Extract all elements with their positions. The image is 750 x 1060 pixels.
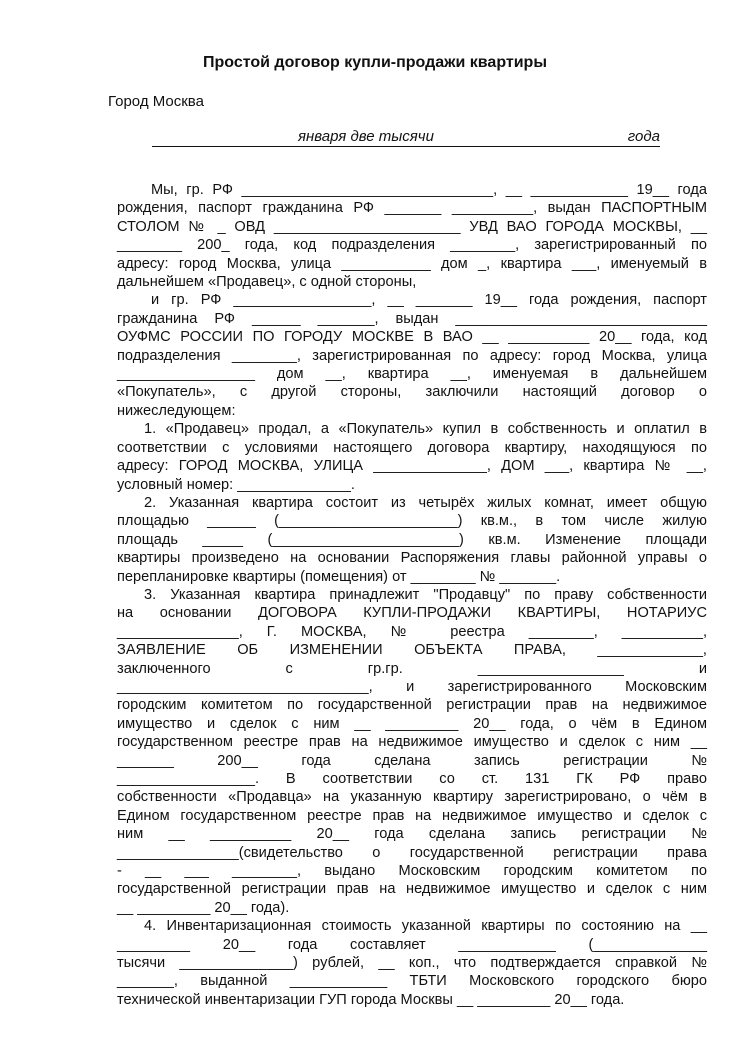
paragraph-line: квартиры произведено на основании Распоряжения главы районной управы о [117, 550, 707, 567]
paragraph-line: ОУФМС РОССИИ ПО ГОРОДУ МОСКВЕ В ВАО __ __________ 20__ года, код [117, 329, 707, 346]
paragraph-line: _______________, Г. МОСКВА, № реестра ________, __________, [117, 623, 707, 640]
paragraph-line: Мы, гр. РФ _______________________________, __ ____________ 19__ года [151, 182, 707, 198]
paragraph-line: гражданина РФ ______ _______, выдан _______________________________ [117, 310, 707, 327]
paragraph-line: _________ 20__ года составляет ____________ (______________ [117, 936, 707, 953]
paragraph-line: государственной регистрации прав на недвижимое имущество и сделок с ним [117, 881, 707, 898]
paragraph-line: - __ ___ ________, выдано Московским городским комитетом по [117, 863, 707, 880]
paragraph-line: имущество и сделок с ним __ _________ 20__ года, о чём в Едином [117, 715, 707, 732]
paragraph-line: на основании ДОГОВОРА КУПЛИ-ПРОДАЖИ КВАРТИРЫ, НОТАРИУС [117, 605, 707, 622]
paragraph-line: площадью ______ (______________________) кв.м., в том числе жилую [117, 513, 707, 530]
paragraph-line: 4. Инвентаризационная стоимость указанной квартиры по состоянию на __ [144, 918, 707, 935]
paragraph-line: ________ 200_ года, код подразделения ________, зарегистрированный по [117, 237, 707, 254]
paragraph-line: тысячи ______________) рублей, __ коп., что подтверждается справкой № [117, 955, 707, 972]
paragraph-line: собственности «Продавца» на указанную квартиру зарегистрировано, о чём в [117, 789, 707, 806]
paragraph-line: дальнейшем «Продавец», с одной стороны, [117, 274, 417, 291]
date-line-month: января две тысячи [298, 128, 434, 145]
paragraph-line: нижеследующем: [117, 402, 236, 419]
paragraph-line: _________________ дом __, квартира __, именуемая в дальнейшем [117, 366, 707, 383]
paragraph-line: технической инвентаризации ГУП города Москвы __ _________ 20__ года. [117, 991, 625, 1008]
contract-paragraph [117, 181, 707, 291]
date-line [152, 128, 660, 147]
paragraph-line: 1. «Продавец» продал, а «Покупатель» купил в собственность и оплатил в [144, 421, 707, 438]
paragraph-line: рождения, паспорт гражданина РФ _______ __________, выдан ПАСПОРТНЫМ [117, 200, 707, 217]
contract-paragraph [117, 917, 707, 1009]
paragraph-line: адресу: город Москва, улица ___________ дом _, квартира ___, именуемый в [117, 255, 707, 272]
paragraph-line: _______, выданной ____________ ТБТИ Московского городского бюро [117, 973, 707, 990]
contract-paragraph [117, 420, 707, 494]
paragraph-line: соответствии с условиями настоящего договора квартиру, находящуюся по [117, 439, 707, 456]
paragraph-line: и гр. РФ _________________, __ _______ 19__ года рождения, паспорт [151, 292, 707, 309]
paragraph-line: условный номер: ______________. [117, 476, 355, 493]
paragraph-line: _______ 200__ года сделана запись регистрации № [117, 752, 707, 769]
paragraph-line: _______________(свидетельство о государственной регистрации права [117, 844, 707, 861]
paragraph-line: Едином государственном реестре прав на недвижимое имущество и сделок с [117, 807, 707, 824]
contract-paragraph [117, 291, 707, 420]
paragraph-line: городским комитетом по государственной регистрации прав на недвижимое [117, 697, 707, 714]
paragraph-line: 2. Указанная квартира состоит из четырёх жилых комнат, имеет общую [144, 494, 707, 511]
date-line-year: года [627, 128, 660, 145]
city-label: Город Москва [108, 93, 204, 110]
paragraph-line: СТОЛОМ № _ ОВД _______________________ УВД ВАО ГОРОДА МОСКВЫ, __ [117, 218, 707, 235]
paragraph-line: «Покупатель», с другой стороны, заключили настоящий договор о [117, 384, 707, 401]
paragraph-line: государственном реестре прав на недвижимое имущество и сделок с ним __ [117, 734, 707, 751]
contract-paragraph [117, 494, 707, 586]
paragraph-line: адресу: ГОРОД МОСКВА, УЛИЦА ______________, ДОМ ___, квартира № __, [117, 458, 707, 475]
paragraph-line: _______________________________, и зарегистрированного Московским [117, 678, 707, 695]
paragraph-line: __ _________ 20__ года). [117, 899, 290, 916]
paragraph-line: 3. Указанная квартира принадлежит "Продавцу" по праву собственности [144, 586, 707, 603]
paragraph-line: ЗАЯВЛЕНИЕ ОБ ИЗМЕНЕНИИ ОБЪЕКТА ПРАВА, _____________, [117, 642, 707, 659]
paragraph-line: площадь _____ (_______________________) кв.м. Изменение площади [117, 531, 707, 548]
paragraph-line: перепланировке квартиры (помещения) от ________ № _______. [117, 568, 561, 585]
paragraph-line: ним __ __________ 20__ года сделана запись регистрации № [117, 826, 707, 843]
paragraph-line: заключенного с гр.гр. __________________ и [117, 660, 707, 677]
document-title: Простой договор купли-продажи квартиры [203, 54, 547, 71]
paragraph-line: подразделения ________, зарегистрированная по адресу: город Москва, улица [117, 347, 707, 364]
contract-paragraph [117, 586, 707, 917]
paragraph-line: _________________. В соответствии со ст. 131 ГК РФ право [117, 771, 707, 787]
contract-body [117, 181, 707, 1009]
